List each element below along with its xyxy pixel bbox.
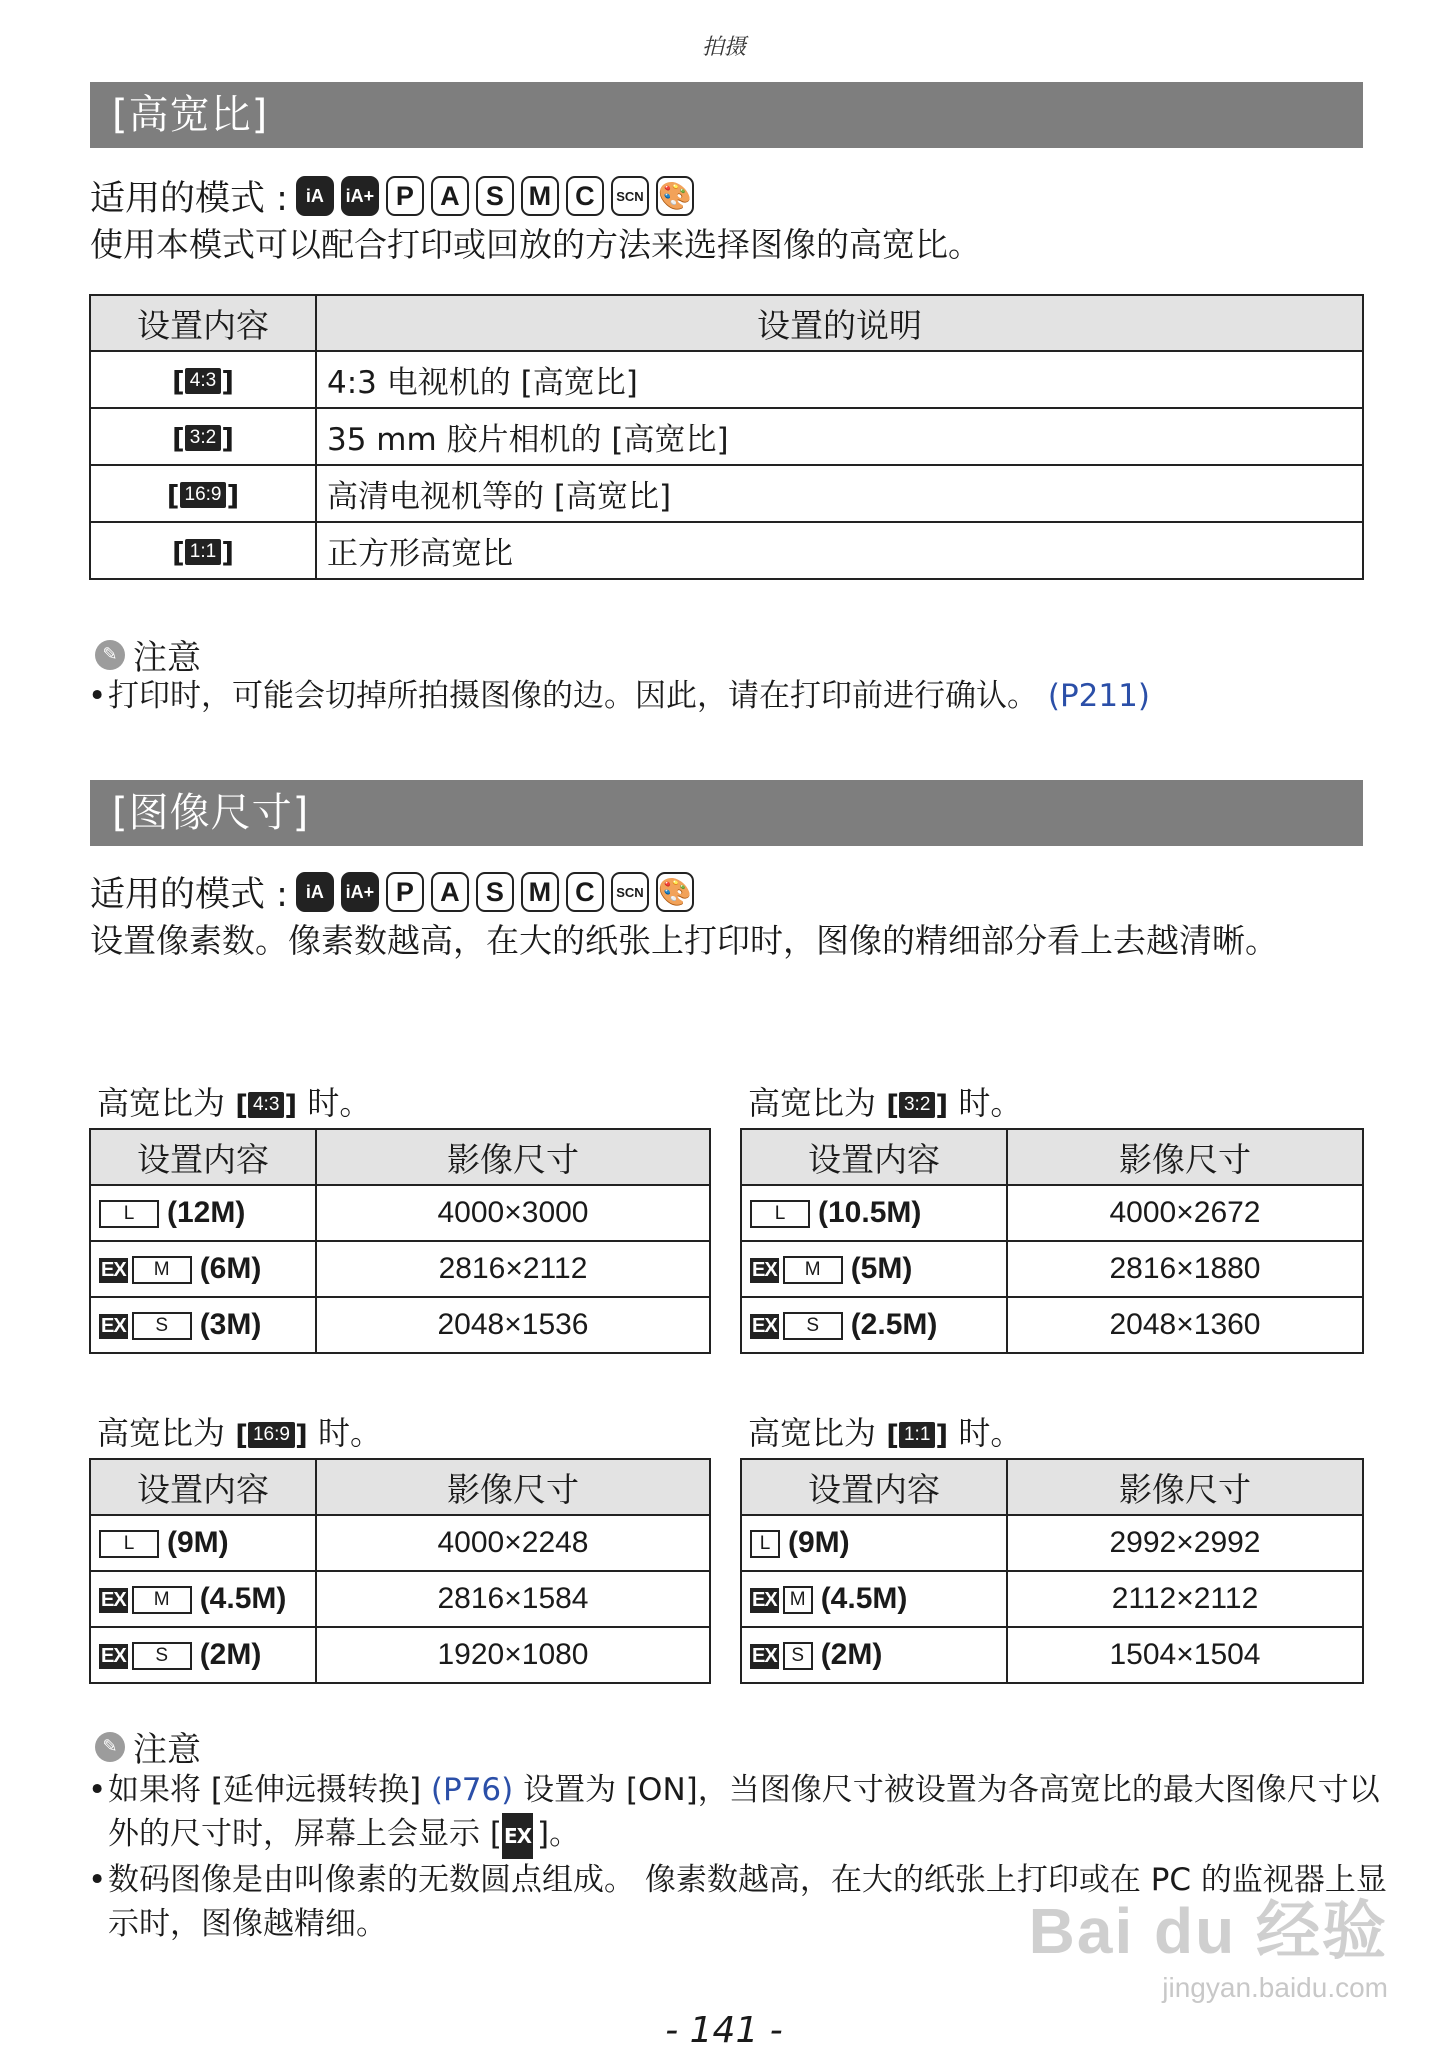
size-l-icon: L <box>99 1200 159 1228</box>
size-setting-cell <box>90 1241 316 1297</box>
creative-mode-icon: 🎨 <box>656 176 694 216</box>
aspect-setting-cell: [ 4:3 ] <box>90 351 316 408</box>
ex-zoom-icon: EX <box>752 1314 777 1337</box>
size-l-icon: L <box>750 1530 780 1558</box>
table-row <box>90 408 1363 465</box>
note-pencil-icon: ✎ <box>95 640 125 670</box>
size-m-icon: M <box>783 1586 813 1614</box>
note-title-1 <box>95 630 201 679</box>
image-dimensions-cell: 2816×1584 <box>316 1571 710 1627</box>
size-l-icon: L <box>750 1200 810 1228</box>
note-text: 打印时，可能会切掉所拍摄图像的边。因此，请在打印前进行确认。 <box>108 678 1038 714</box>
size-setting-cell <box>90 1627 316 1683</box>
table-header-size: 影像尺寸 <box>1007 1459 1363 1515</box>
ex-zoom-icon: EX <box>752 1644 777 1667</box>
table-row <box>741 1515 1363 1571</box>
megapixel-label: (9M) <box>788 1526 850 1559</box>
image-dimensions-cell: 2048×1536 <box>316 1297 710 1353</box>
aspect-description-cell: 4:3 电视机的 [高宽比] <box>316 351 1363 408</box>
ia-mode-icon: iA <box>296 872 334 912</box>
size-setting-cell <box>90 1515 316 1571</box>
p-mode-icon: P <box>386 176 424 216</box>
size-s-icon: S <box>132 1312 192 1340</box>
a-mode-icon: A <box>431 872 469 912</box>
size-setting-cell <box>90 1571 316 1627</box>
c-mode-icon: C <box>566 176 604 216</box>
table-header-size: 影像尺寸 <box>1007 1129 1363 1185</box>
aspect-ratio-icon: 16:9 <box>180 482 227 508</box>
aspect-description-cell: 35 mm 胶片相机的 [高宽比] <box>316 408 1363 465</box>
table-header-setting: 设置内容 <box>90 1129 316 1185</box>
aspect-ratio-icon: 1:1 <box>185 539 221 565</box>
aspect-table-caption: 高宽比为 [ 3:2 ] 时。 <box>748 1084 1023 1122</box>
aspect-description-cell: 高清电视机等的 [高宽比] <box>316 465 1363 522</box>
image-dimensions-cell: 2112×2112 <box>1007 1571 1363 1627</box>
ia-plus-mode-icon: iA+ <box>341 872 379 912</box>
note-bullet-1: •打印时，可能会切掉所拍摄图像的边。因此，请在打印前进行确认。 (P211) <box>88 678 1150 714</box>
creative-mode-icon: 🎨 <box>656 872 694 912</box>
ia-plus-mode-icon: iA+ <box>341 176 379 216</box>
table-header-description: 设置的说明 <box>316 295 1363 351</box>
note-text: 设置为 [ON]，当图像尺寸被设置为各高宽比的最大图像尺寸以外的尺寸时，屏幕上会显示 [ <box>108 1772 1380 1852</box>
aspect-ratio-table <box>89 294 1364 580</box>
page-header-title: 拍摄 <box>701 35 746 60</box>
table-row <box>741 1185 1363 1241</box>
image-size-table <box>89 1458 711 1684</box>
note-text: 数码图像是由叫像素的无数圆点组成。 像素数越高，在大的纸张上打印或在 PC 的监视器上显示时，图像越精细。 <box>108 1862 1387 1942</box>
image-dimensions-cell: 2048×1360 <box>1007 1297 1363 1353</box>
applicable-modes-line-1 <box>90 170 701 222</box>
note-pencil-icon: ✎ <box>95 1732 125 1762</box>
note-title-2 <box>95 1722 201 1771</box>
image-size-table <box>740 1458 1364 1684</box>
ex-zoom-icon: EX <box>101 1588 126 1611</box>
size-setting-cell <box>741 1627 1007 1683</box>
size-setting-cell <box>741 1185 1007 1241</box>
image-dimensions-cell: 1920×1080 <box>316 1627 710 1683</box>
megapixel-label: (3M) <box>199 1308 262 1341</box>
s-mode-icon: S <box>476 872 514 912</box>
megapixel-label: (4.5M) <box>820 1582 908 1615</box>
ex-zoom-icon: EX <box>752 1258 777 1281</box>
table-header-setting: 设置内容 <box>90 1459 316 1515</box>
note-text: 如果将 [延伸远摄转换] <box>108 1772 422 1808</box>
image-dimensions-cell: 2992×2992 <box>1007 1515 1363 1571</box>
aspect-table-caption: 高宽比为 [ 4:3 ] 时。 <box>97 1084 372 1122</box>
table-header-row <box>90 1129 710 1185</box>
watermark-url: jingyan.baidu.com <box>1162 1972 1388 2003</box>
ia-mode-icon: iA <box>296 176 334 216</box>
table-header-setting: 设置内容 <box>741 1459 1007 1515</box>
size-setting-cell <box>90 1185 316 1241</box>
image-dimensions-cell: 2816×2112 <box>316 1241 710 1297</box>
applicable-modes-line-2 <box>90 866 701 918</box>
page-number: - 141 - <box>665 2010 783 2051</box>
megapixel-label: (10.5M) <box>818 1196 922 1229</box>
table-row <box>741 1241 1363 1297</box>
size-s-icon: S <box>783 1312 843 1340</box>
page-link-p211[interactable]: (P211) <box>1047 678 1150 714</box>
aspect-description-cell: 正方形高宽比 <box>316 522 1363 579</box>
megapixel-label: (2.5M) <box>850 1308 938 1341</box>
ex-zoom-icon: EX <box>101 1644 126 1667</box>
aspect-ratio-icon: 16:9 <box>248 1422 295 1448</box>
m-mode-icon: M <box>521 176 559 216</box>
ex-zoom-icon: EX <box>752 1588 777 1611</box>
image-size-table <box>740 1128 1364 1354</box>
table-row <box>90 1297 710 1353</box>
table-row <box>90 1571 710 1627</box>
image-dimensions-cell: 4000×2248 <box>316 1515 710 1571</box>
aspect-setting-cell: [ 16:9 ] <box>90 465 316 522</box>
applicable-modes-label: 适用的模式 : <box>90 179 288 219</box>
table-header-setting: 设置内容 <box>90 295 316 351</box>
page-link-p76[interactable]: (P76) <box>430 1772 514 1808</box>
table-row <box>741 1297 1363 1353</box>
ex-zoom-icon: EX <box>101 1258 126 1281</box>
table-row <box>741 1571 1363 1627</box>
table-row <box>90 1515 710 1571</box>
table-row <box>90 1185 710 1241</box>
megapixel-label: (2M) <box>199 1638 262 1671</box>
s-mode-icon: S <box>476 176 514 216</box>
ex-zoom-icon: EX <box>502 1813 533 1859</box>
aspect-ratio-icon: 4:3 <box>185 368 221 394</box>
table-row <box>741 1627 1363 1683</box>
baidu-watermark <box>1029 1880 1388 2004</box>
table-header-size: 影像尺寸 <box>316 1459 710 1515</box>
megapixel-label: (4.5M) <box>199 1582 287 1615</box>
megapixel-label: (6M) <box>199 1252 262 1285</box>
size-setting-cell <box>741 1297 1007 1353</box>
c-mode-icon: C <box>566 872 604 912</box>
note-text: ]。 <box>537 1816 581 1852</box>
note-bullet-2: •如果将 [延伸远摄转换] (P76) 设置为 [ON]，当图像尺寸被设置为各高宽比的最大图像尺寸以外的尺寸时，屏幕上会显示 [ EX ]。 <box>88 1768 1388 1859</box>
image-size-table <box>89 1128 711 1354</box>
table-header-size: 影像尺寸 <box>316 1129 710 1185</box>
size-l-icon: L <box>99 1530 159 1558</box>
table-header-setting: 设置内容 <box>741 1129 1007 1185</box>
section-aspect-ratio-title: [高宽比] <box>90 82 1363 148</box>
section-image-size-title: [图像尺寸] <box>90 780 1363 846</box>
table-row <box>90 351 1363 408</box>
aspect-ratio-icon: 3:2 <box>899 1092 935 1118</box>
aspect-ratio-description: 使用本模式可以配合打印或回放的方法来选择图像的高宽比。 <box>90 225 981 264</box>
applicable-modes-label: 适用的模式 : <box>90 875 288 915</box>
a-mode-icon: A <box>431 176 469 216</box>
table-header-row <box>90 1459 710 1515</box>
note-title-text: 注意 <box>133 638 201 678</box>
table-header-row <box>741 1129 1363 1185</box>
megapixel-label: (12M) <box>167 1196 246 1229</box>
aspect-ratio-icon: 1:1 <box>899 1422 935 1448</box>
aspect-setting-cell: [ 1:1 ] <box>90 522 316 579</box>
size-setting-cell <box>741 1515 1007 1571</box>
m-mode-icon: M <box>521 872 559 912</box>
image-dimensions-cell: 2816×1880 <box>1007 1241 1363 1297</box>
mode-icons-group <box>296 872 701 912</box>
table-row <box>90 1627 710 1683</box>
size-setting-cell <box>741 1241 1007 1297</box>
aspect-table-caption: 高宽比为 [ 1:1 ] 时。 <box>748 1414 1023 1452</box>
table-row <box>90 465 1363 522</box>
aspect-table-caption: 高宽比为 [ 16:9 ] 时。 <box>97 1414 382 1452</box>
watermark-logo: Bai du 经验 <box>1028 1895 1388 1967</box>
size-m-icon: M <box>132 1586 192 1614</box>
scn-mode-icon: SCN <box>611 176 649 216</box>
aspect-setting-cell: [ 3:2 ] <box>90 408 316 465</box>
megapixel-label: (9M) <box>167 1526 229 1559</box>
image-dimensions-cell: 4000×2672 <box>1007 1185 1363 1241</box>
aspect-ratio-icon: 4:3 <box>248 1092 284 1118</box>
image-dimensions-cell: 1504×1504 <box>1007 1627 1363 1683</box>
table-row <box>90 522 1363 579</box>
size-s-icon: S <box>783 1642 813 1670</box>
mode-icons-group <box>296 176 701 216</box>
note-bullet-3: •数码图像是由叫像素的无数圆点组成。 像素数越高，在大的纸张上打印或在 PC 的监视器上显示时，图像越精细。 <box>88 1862 1387 1942</box>
size-s-icon: S <box>132 1642 192 1670</box>
size-setting-cell <box>90 1297 316 1353</box>
megapixel-label: (2M) <box>820 1638 883 1671</box>
scn-mode-icon: SCN <box>611 872 649 912</box>
table-row <box>90 1241 710 1297</box>
size-m-icon: M <box>132 1256 192 1284</box>
image-size-description: 设置像素数。像素数越高，在大的纸张上打印时，图像的精细部分看上去越清晰。 <box>90 921 1278 960</box>
ex-zoom-icon: EX <box>101 1314 126 1337</box>
note-title-text: 注意 <box>133 1730 201 1770</box>
aspect-ratio-icon: 3:2 <box>185 425 221 451</box>
size-m-icon: M <box>783 1256 843 1284</box>
size-setting-cell <box>741 1571 1007 1627</box>
p-mode-icon: P <box>386 872 424 912</box>
image-dimensions-cell: 4000×3000 <box>316 1185 710 1241</box>
megapixel-label: (5M) <box>850 1252 913 1285</box>
table-header-row <box>90 295 1363 351</box>
table-header-row <box>741 1459 1363 1515</box>
